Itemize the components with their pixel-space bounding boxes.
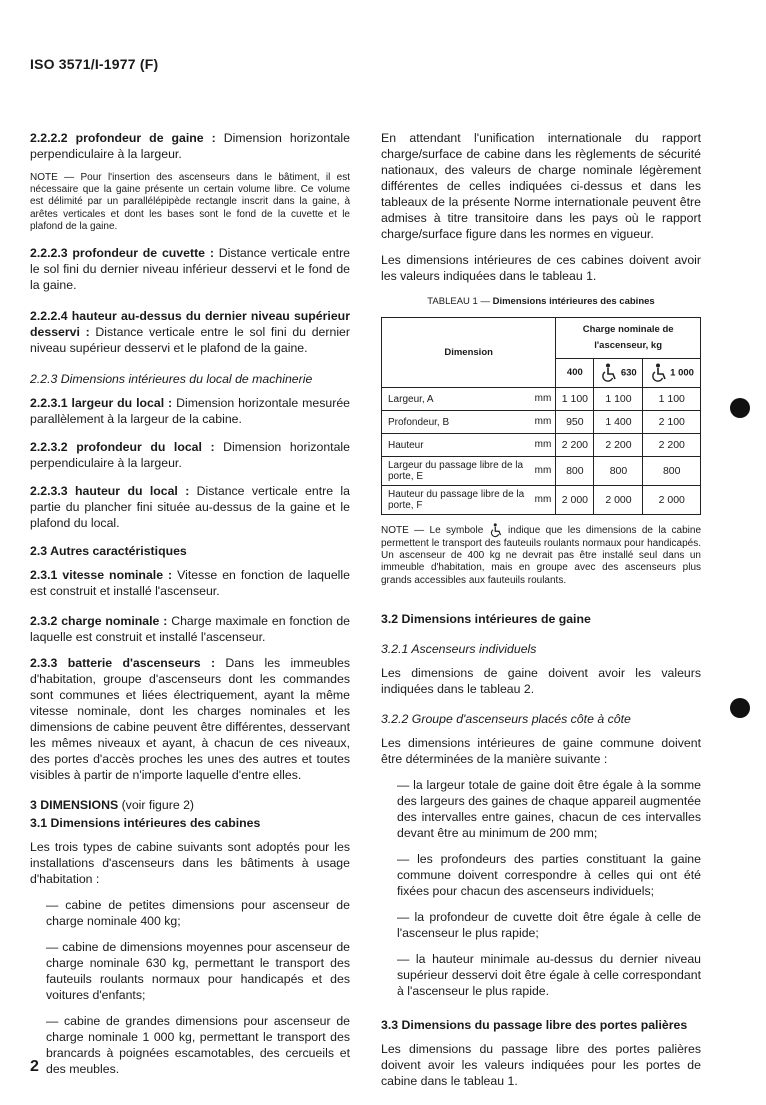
paragraph-3-3: Les dimensions du passage libre des portes palières doivent avoir les valeurs indiquées pour les portes de cabine dans le tableau 1. (381, 1041, 701, 1088)
table-row: Profondeur, B mm 950 1 400 2 100 (382, 411, 701, 434)
wheelchair-icon (600, 363, 618, 383)
heading-3-2-1: 3.2.1 Ascenseurs individuels (381, 641, 537, 656)
intro-cabines: Les trois types de cabine suivants sont adoptés pour les installations d'ascenseurs dans les bâtiments à usage d'habitation : (30, 840, 350, 887)
left-column (30, 130, 350, 1087)
clause-2-2-2-2: 2.2.2.2 profondeur de gaine : Dimension horizontale perpendiculaire à la largeur. (30, 131, 350, 161)
wheelchair-icon (650, 363, 668, 383)
heading-3-3: 3.3 Dimensions du passage libre des portes palières (381, 1017, 688, 1032)
table-header-dimension: Dimension (382, 318, 556, 388)
margin-dot-marker (730, 698, 750, 718)
table-row: Hauteur du passage libre de la porte, F mm 2 000 2 000 2 000 (382, 486, 701, 515)
clause-2-2-3-2: 2.2.3.2 profondeur du local : Dimension horizontale perpendiculaire à la largeur. (30, 440, 350, 471)
table-header-load: 400 (556, 359, 594, 388)
table-caption: TABLEAU 1 — Dimensions intérieures des cabines (427, 296, 655, 307)
paragraph-unification: En attendant l'unification internationale du rapport charge/surface de cabine dans les règlements de sécurité nationaux, des valeurs de charge nominale légèrement différentes de celles indiquées ci-dessus et dans les tableaux de la présente Norme internationale peuvent être admises à titre transitoire dans les pays où le rapport charge/surface figure dans les normes en vigueur. (381, 131, 701, 241)
list-item: — les profondeurs des parties constituant la gaine commune doivent correspondre à celles qui ont été fixées pour chacun des ascenseurs individuels; (397, 851, 701, 898)
paragraph-3-2-2: Les dimensions intérieures de gaine commune doivent être déterminées de la manière suivante : (381, 735, 701, 766)
heading-3-1: 3.1 Dimensions intérieures des cabines (30, 816, 261, 831)
paragraph-tableau-ref: Les dimensions intérieures de ces cabines doivent avoir les valeurs indiquées dans le tableau 1. (381, 253, 701, 283)
heading-3: 3 DIMENSIONS (voir figure 2) (30, 798, 195, 813)
note-symbole: NOTE — Le symbole indique que les dimensions de la cabine permettent le transport des fauteuils roulants normaux pour handicapés. Un ascenseur de 400 kg ne devrait pas être installé seul dans un immeuble d'habitation, mais en groupe avec des ascenseurs plus grands accessibles aux fauteuils roulants. (381, 523, 701, 587)
table-row: Hauteur mm 2 200 2 200 2 200 (382, 434, 701, 457)
table-header-load: 1 000 (643, 359, 701, 388)
table-header-load: 630 (594, 359, 643, 388)
list-item: — la profondeur de cuvette doit être égale à celle de l'ascenseur le plus rapide; (397, 909, 701, 940)
margin-dot-marker (730, 398, 750, 418)
page-number: 2 (30, 1058, 39, 1075)
heading-2-2-3: 2.2.3 Dimensions intérieures du local de machinerie (30, 372, 313, 387)
list-item: — cabine de grandes dimensions pour ascenseur de charge nominale 1 000 kg, permettant le transport des brancards à poignées escamotables, des cercueils et des meubles. (46, 1014, 350, 1077)
table-row: Largeur, A mm 1 100 1 100 1 100 (382, 388, 701, 411)
clause-2-2-2-3: 2.2.2.3 profondeur de cuvette : Distance verticale entre le sol fini du dernier niveau inférieur desservi et le fond de la gaine. (30, 246, 350, 293)
clause-2-2-3-1: 2.2.3.1 largeur du local : Dimension horizontale mesurée parallèlement à la largeur de la cabine. (30, 396, 351, 427)
right-column (381, 130, 701, 1099)
table-1 (381, 317, 701, 515)
clause-2-3-1: 2.3.1 vitesse nominale : Vitesse en fonction de laquelle est construit et installé l'ascenseur. (30, 568, 350, 599)
heading-3-2: 3.2 Dimensions intérieures de gaine (381, 611, 591, 626)
list-item: — la hauteur minimale au-dessus du dernier niveau supérieur desservi doit être égale à celle correspondant à l'ascenseur le plus rapide. (397, 951, 701, 998)
wheelchair-icon (489, 523, 503, 538)
clause-2-2-3-3: 2.2.3.3 hauteur du local : Distance verticale entre la partie du plancher fini située au-dessus de la gaine et le plafond du local. (30, 484, 350, 531)
note-gaine: NOTE — Pour l'insertion des ascenseurs dans le bâtiment, il est nécessaire que la gaine présente un certain volume libre. Ce volume est délimité par un parallélépipède rectangle inscrit dans la gaine, à arêtes verticales et dont les bases sont le fond de la cuvette et le plafond de la gaine. (30, 172, 350, 232)
list-item: — cabine de dimensions moyennes pour ascenseur de charge nominale 630 kg, permettant le transport des fauteuils roulants normaux pour handicapés et des voitures d'enfants; (46, 940, 350, 1003)
table-header-charge: Charge nominale de l'ascenseur, kg (556, 318, 701, 359)
header-title: ISO 3571/I-1977 (F) (30, 56, 159, 72)
heading-2-3: 2.3 Autres caractéristiques (30, 544, 187, 559)
table-row: Largeur du passage libre de la porte, E mm 800 800 800 (382, 457, 701, 486)
list-item: — la largeur totale de gaine doit être égale à la somme des largeurs des gaines de chaque appareil augmentée des intervalles entre gaines, chacun de ces intervalles devant être au minimum de 200 mm; (397, 777, 701, 840)
clause-2-2-2-4: 2.2.2.4 hauteur au-dessus du dernier niveau supérieur desservi : Distance verticale entre le sol fini du dernier niveau supérieur desservi et le plafond de la gaine. (30, 309, 350, 356)
clause-2-3-3: 2.3.3 batterie d'ascenseurs : Dans les immeubles d'habitation, groupe d'ascenseurs dont les commandes sont communes et liées électriquement, ayant la même vitesse nominale, dont les charges nominales et les dimensions de cabine peuvent être différentes, desservant les mêmes niveaux et ayant, à chacun de ces niveaux, des portes d'accès proches les unes des autres et toutes visibles à partir de n'importe laquelle d'entre elles. (30, 656, 350, 783)
list-item: — cabine de petites dimensions pour ascenseur de charge nominale 400 kg; (46, 898, 350, 929)
paragraph-3-2-1: Les dimensions de gaine doivent avoir les valeurs indiquées dans le tableau 2. (381, 665, 701, 696)
clause-2-3-2: 2.3.2 charge nominale : Charge maximale en fonction de laquelle est construit et installé l'ascenseur. (30, 614, 350, 645)
heading-3-2-2: 3.2.2 Groupe d'ascenseurs placés côte à côte (381, 711, 631, 726)
